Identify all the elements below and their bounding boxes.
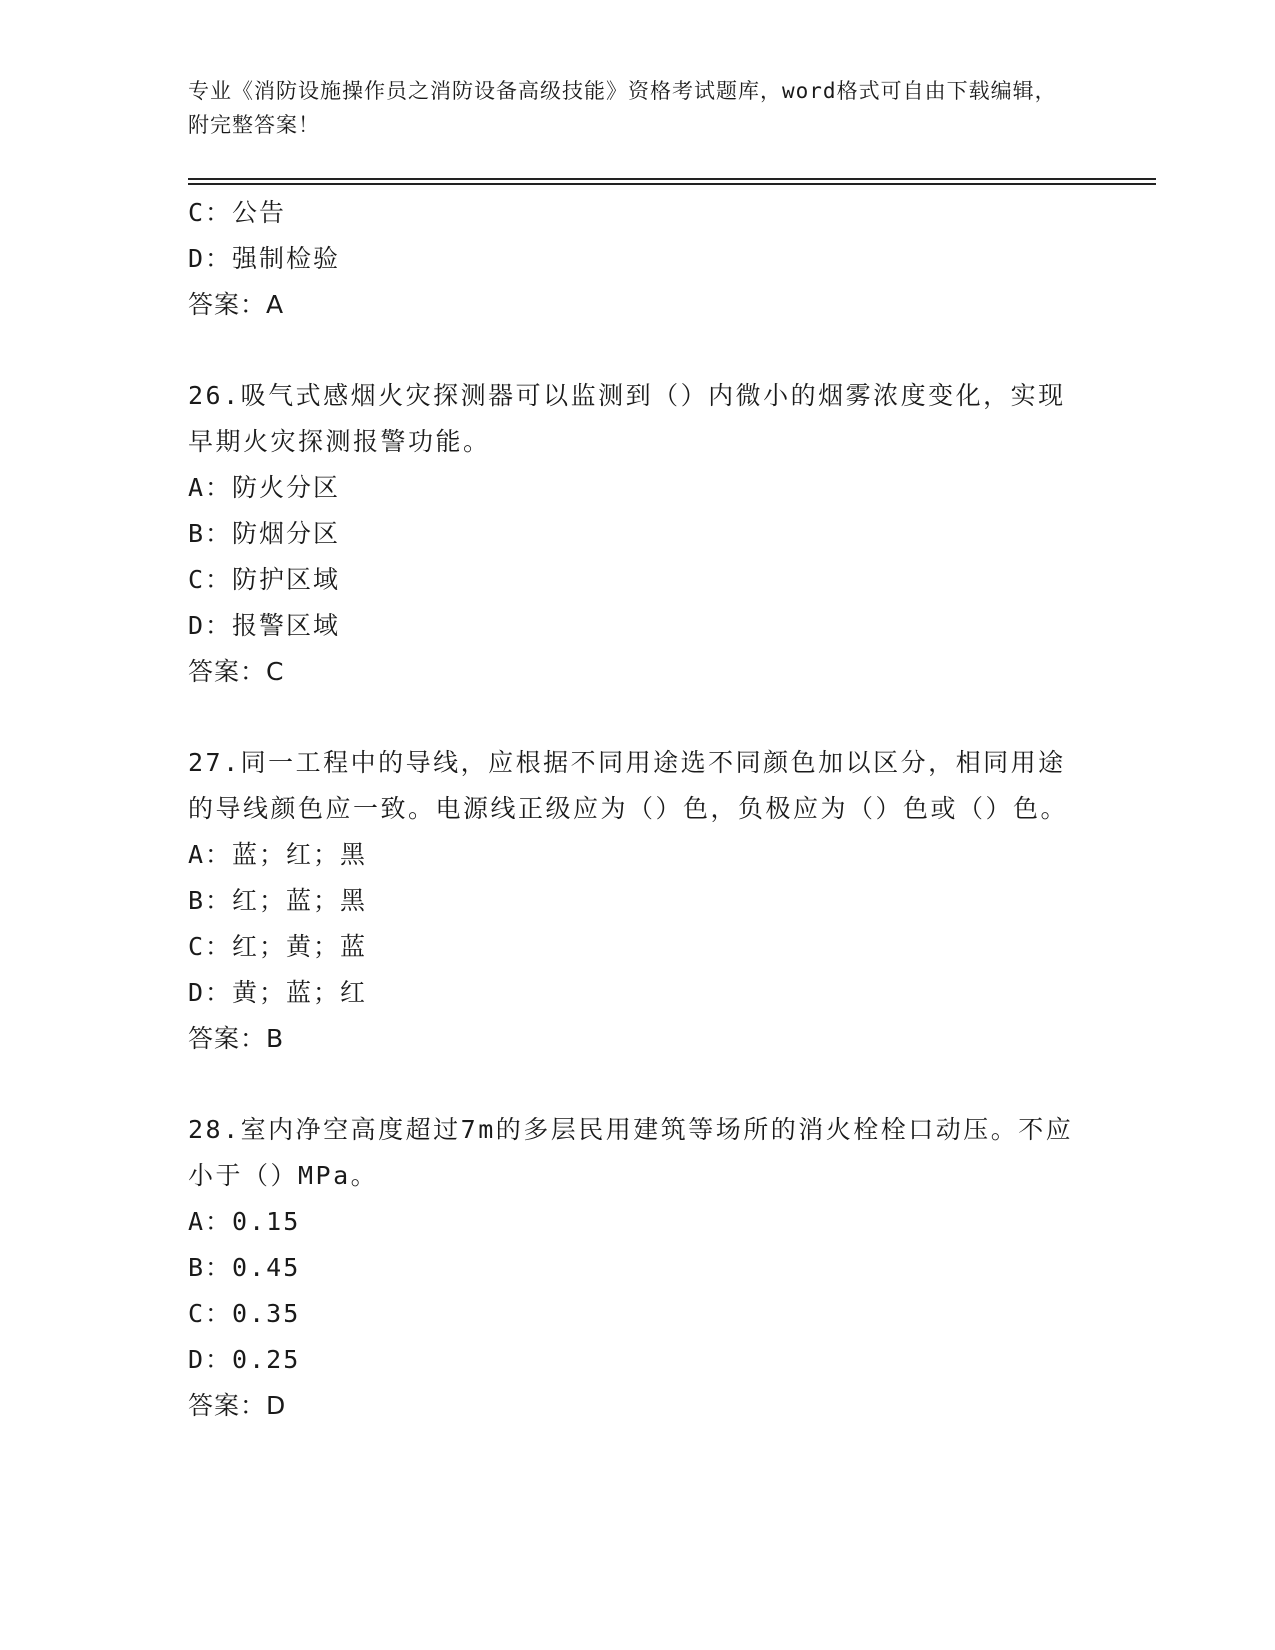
question-26 xyxy=(188,373,1088,695)
option-c: C：红；黄；蓝 xyxy=(188,932,368,961)
question-stem: 26.吸气式感烟火灾探测器可以监测到（）内微小的烟雾浓度变化，实现早期火灾探测报警功能。 xyxy=(188,381,1066,456)
option-d: D：报警区域 xyxy=(188,611,341,640)
option-a: A：蓝；红；黑 xyxy=(188,840,368,869)
answer: 答案：D xyxy=(188,1391,287,1420)
option-a: A：0.15 xyxy=(188,1207,301,1236)
question-list xyxy=(188,190,1088,1429)
header-text: 专业《消防设施操作员之消防设备高级技能》资格考试题库，word格式可自由下载编辑，附完整答案！ xyxy=(188,79,1057,137)
answer: 答案：C xyxy=(188,657,285,686)
option-d: D：0.25 xyxy=(188,1345,301,1374)
spacer xyxy=(188,695,1088,740)
option-c: C：公告 xyxy=(188,198,287,227)
option-b: B：0.45 xyxy=(188,1253,301,1282)
option-b: B：红；蓝；黑 xyxy=(188,886,368,915)
spacer xyxy=(188,1062,1088,1107)
option-c: C：防护区域 xyxy=(188,565,341,594)
header-divider-top xyxy=(188,178,1156,180)
question-27 xyxy=(188,740,1088,1062)
option-b: B：防烟分区 xyxy=(188,519,341,548)
document-header xyxy=(188,74,1068,142)
option-d: D：黄；蓝；红 xyxy=(188,978,368,1007)
continued-question xyxy=(188,190,1088,328)
option-d: D：强制检验 xyxy=(188,244,341,273)
question-stem: 27.同一工程中的导线，应根据不同用途选不同颜色加以区分，相同用途的导线颜色应一致。电源线正级应为（）色，负极应为（）色或（）色。 xyxy=(188,748,1069,823)
spacer xyxy=(188,328,1088,373)
question-28 xyxy=(188,1107,1088,1429)
question-stem: 28.室内净空高度超过7m的多层民用建筑等场所的消火栓栓口动压。不应小于（）MPa。 xyxy=(188,1115,1074,1190)
answer: 答案：B xyxy=(188,1024,285,1053)
header-divider-bottom xyxy=(188,183,1156,185)
option-a: A：防火分区 xyxy=(188,473,341,502)
answer: 答案：A xyxy=(188,290,285,319)
option-c: C：0.35 xyxy=(188,1299,301,1328)
